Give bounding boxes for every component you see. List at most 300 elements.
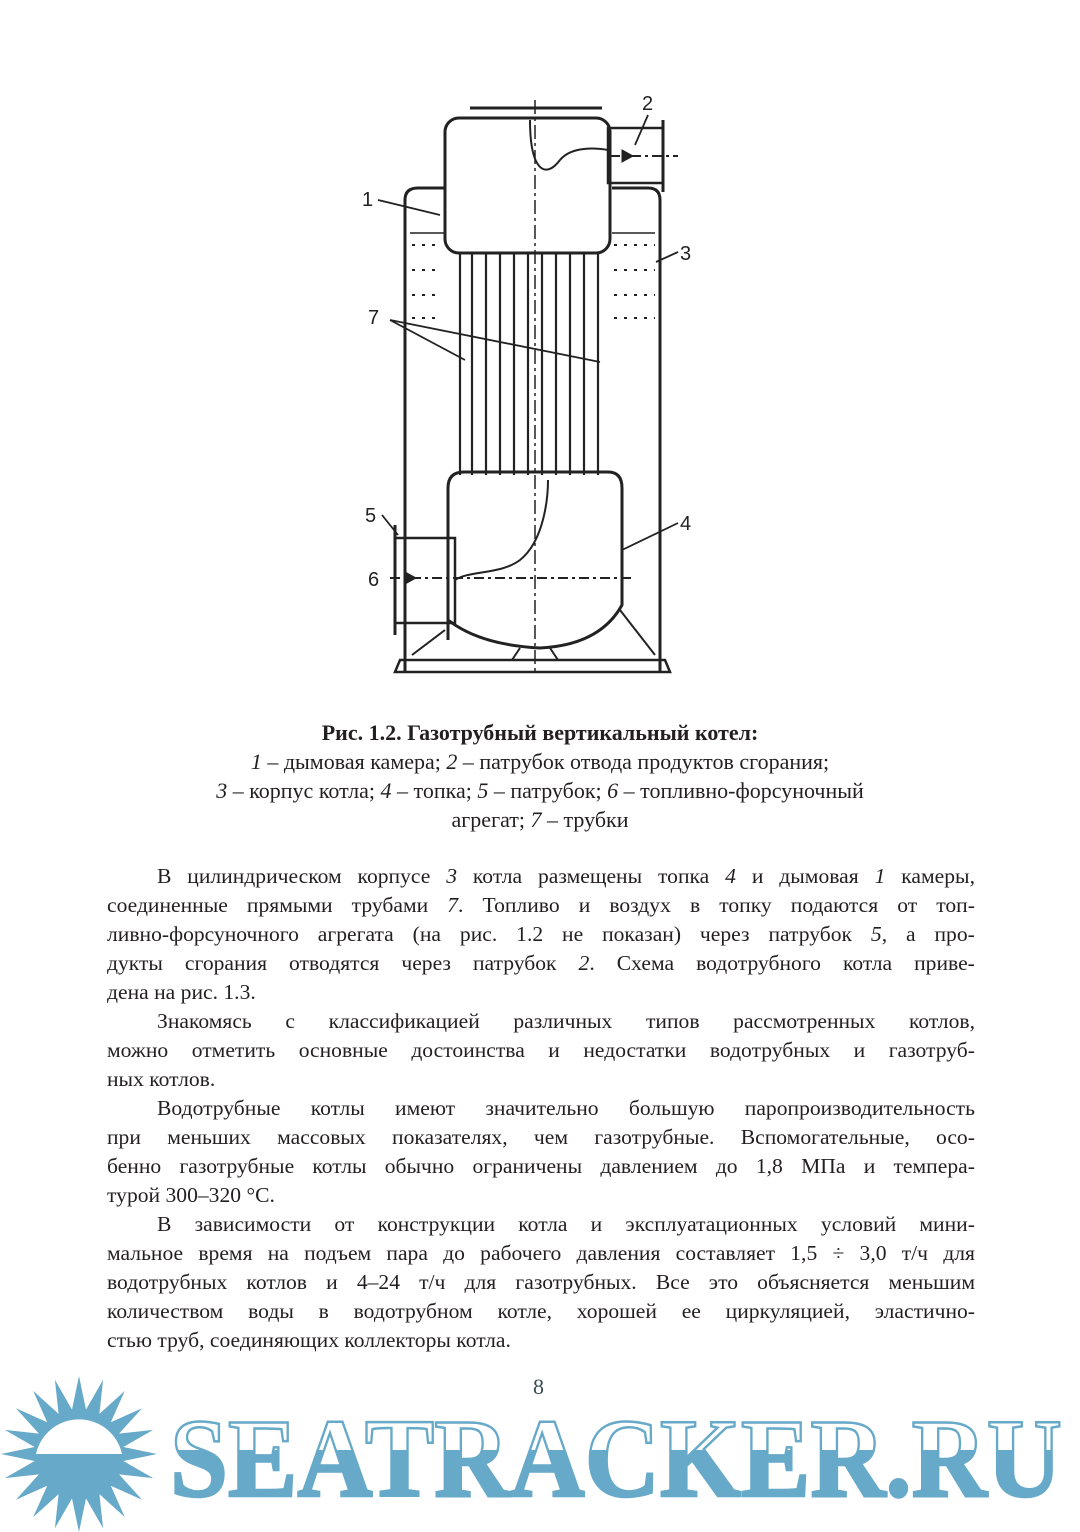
word-group: [801, 1152, 845, 1181]
word-group: [906, 920, 916, 949]
word-group: [329, 1007, 480, 1036]
paragraph-line: [107, 1239, 975, 1268]
word-group: [579, 949, 595, 978]
word: через: [401, 951, 451, 975]
word: топ-: [936, 893, 975, 917]
word: давления: [576, 1241, 661, 1265]
word-group: [682, 1297, 701, 1326]
word: (на: [412, 922, 442, 946]
word-group: [299, 1036, 388, 1065]
word-group: [936, 1123, 975, 1152]
word: а: [906, 922, 916, 946]
word: через: [699, 922, 750, 946]
word: пара: [386, 1241, 428, 1265]
word-group: [157, 1007, 252, 1036]
word: .: [589, 951, 595, 975]
word: рассмотренных: [733, 1009, 876, 1033]
text-run: агрегат;: [451, 807, 531, 832]
word-group: [247, 891, 333, 920]
word-group: [779, 862, 858, 891]
figure-ref-number: 5: [477, 778, 489, 803]
sun-icon: [1, 1376, 157, 1532]
text-run: – топливно-форсуночный: [618, 778, 864, 803]
word-group: [187, 862, 341, 891]
word-group: [690, 891, 700, 920]
word-group: [577, 1297, 657, 1326]
paragraph-line: [107, 1036, 975, 1065]
word-group: [936, 891, 975, 920]
word-group: [889, 1036, 975, 1065]
word: от: [897, 893, 918, 917]
paragraph-line: [107, 1123, 975, 1152]
word: размещены: [537, 864, 643, 888]
word: котла: [472, 864, 523, 888]
word-group: [378, 1210, 496, 1239]
word: темпера-: [893, 1154, 975, 1178]
paragraph-line: [107, 1326, 975, 1355]
word-group: [195, 1210, 312, 1239]
word: топку: [719, 893, 772, 917]
paragraph-line: [107, 1268, 975, 1297]
word: камеры,: [901, 864, 975, 888]
word: ее: [681, 1299, 701, 1323]
word: показателях,: [392, 1125, 508, 1149]
word: количеством: [107, 1299, 224, 1323]
word-group: [625, 1210, 797, 1239]
word: котле,: [497, 1299, 553, 1323]
word: про-: [934, 922, 975, 946]
word-group: [107, 1239, 183, 1268]
word: В: [157, 864, 172, 888]
word: 4–24: [356, 1270, 400, 1294]
word: водотрубного: [696, 951, 821, 975]
word-group: [790, 1239, 817, 1268]
word-group: [821, 1210, 896, 1239]
paragraph-line: [107, 1094, 975, 1123]
word: до: [715, 1154, 738, 1178]
word: до: [443, 1241, 465, 1265]
label-7: 7: [368, 307, 380, 329]
text-run: дена на рис. 1.3.: [107, 980, 256, 1004]
word: 4: [725, 864, 736, 888]
word-group: [318, 920, 394, 949]
word: т/ч: [419, 1270, 446, 1294]
word: недостатки: [583, 1038, 687, 1062]
word: газотрубные.: [594, 1125, 715, 1149]
word-group: [725, 862, 736, 891]
label-5: 5: [365, 505, 377, 527]
word: хорошей: [576, 1299, 657, 1323]
word-group: [871, 920, 887, 949]
body-text: [107, 862, 975, 1355]
word: объясняется: [757, 1270, 870, 1294]
word-group: [248, 1297, 294, 1326]
word: 3,0: [859, 1241, 887, 1265]
word-group: [277, 1123, 366, 1152]
label-4: 4: [680, 513, 692, 535]
word-group: [411, 1036, 524, 1065]
word-group: [594, 1123, 714, 1152]
text-run: ных котлов.: [107, 1067, 216, 1091]
word-group: [629, 1094, 715, 1123]
word-group: [473, 949, 557, 978]
word-group: [843, 949, 892, 978]
word-group: [192, 1036, 275, 1065]
word-group: [358, 862, 431, 891]
paragraph-line: [107, 949, 975, 978]
word: и: [590, 1212, 603, 1236]
word-group: [943, 1239, 975, 1268]
word: дымовая: [779, 864, 859, 888]
word: воздух: [609, 893, 671, 917]
word: ÷: [832, 1241, 845, 1265]
word: ливно-форсуночного: [107, 922, 299, 946]
word: водотрубных: [107, 1270, 228, 1294]
caption-line: [100, 747, 980, 776]
word: чем: [533, 1125, 569, 1149]
figure-ref-number: 2: [446, 749, 458, 774]
word: 2: [578, 951, 590, 975]
word-group: [107, 920, 299, 949]
word: отводятся: [289, 951, 380, 975]
word: сгорания: [184, 951, 268, 975]
word-group: [289, 949, 379, 978]
word: дукты: [107, 951, 163, 975]
word: большую: [628, 1096, 715, 1120]
word: Схема: [616, 951, 675, 975]
word-group: [497, 1297, 552, 1326]
word-group: [460, 920, 497, 949]
paragraph-line: [107, 978, 975, 1007]
word-group: [875, 1297, 975, 1326]
word-group: [914, 949, 975, 978]
word-group: [285, 1007, 295, 1036]
word: типов: [645, 1009, 700, 1033]
text-run: – патрубок;: [488, 778, 608, 803]
word-group: [107, 1268, 227, 1297]
word-group: [757, 1268, 869, 1297]
word: водотрубных: [709, 1038, 831, 1062]
word: показан): [602, 922, 682, 946]
word: значительно: [485, 1096, 599, 1120]
boiler-diagram: [355, 90, 695, 680]
word: эластично-: [874, 1299, 975, 1323]
word-group: [897, 891, 917, 920]
word: от: [334, 1212, 355, 1236]
caption-line: [100, 776, 980, 805]
word: ,: [881, 922, 888, 946]
paragraph-line: [107, 891, 975, 920]
word: ограничены: [472, 1154, 583, 1178]
word-group: [198, 1239, 252, 1268]
word-group: [676, 1239, 775, 1268]
word: цилиндрическом: [187, 864, 342, 888]
word: котлов,: [909, 1009, 975, 1033]
word: 1: [874, 864, 886, 888]
text-run: – корпус котла;: [227, 778, 381, 803]
word-group: [935, 920, 975, 949]
word-group: [447, 891, 463, 920]
word: в: [318, 1299, 329, 1323]
figure-caption-title: Рис. 1.2. Газотрубный вертикальный котел:: [321, 720, 759, 745]
word: приве-: [914, 951, 975, 975]
word: и: [863, 1154, 876, 1178]
word: газотрубные: [179, 1154, 295, 1178]
word-group: [741, 1123, 910, 1152]
word-group: [617, 949, 674, 978]
word-group: [386, 1239, 428, 1268]
word-group: [107, 1297, 223, 1326]
paragraph-line: [107, 1152, 975, 1181]
word: газотруб-: [888, 1038, 975, 1062]
word-group: [591, 1210, 603, 1239]
word-group: [919, 1210, 975, 1239]
word: для: [464, 1270, 497, 1294]
paragraph-line: [107, 920, 975, 949]
word: Все: [655, 1270, 690, 1294]
word-group: [392, 1123, 508, 1152]
word-group: [157, 862, 171, 891]
word: 1.2: [516, 922, 544, 946]
word: зависимости: [194, 1212, 312, 1236]
word: для: [943, 1241, 975, 1265]
word-group: [534, 1123, 568, 1152]
word: водотрубном: [353, 1299, 473, 1323]
word: и: [578, 893, 591, 917]
word-group: [579, 891, 591, 920]
word: 7: [447, 893, 459, 917]
word-group: [352, 891, 429, 920]
label-6: 6: [368, 569, 380, 591]
word: рис.: [459, 922, 498, 946]
word-group: [709, 1268, 738, 1297]
word: котлы: [310, 1096, 365, 1120]
word-group: [860, 1239, 887, 1268]
word: агрегата: [317, 922, 394, 946]
word: воды: [248, 1299, 294, 1323]
word-group: [185, 949, 267, 978]
word: составляет: [675, 1241, 776, 1265]
word: основные: [298, 1038, 388, 1062]
word: не: [562, 922, 584, 946]
figure-caption-legend: [100, 747, 980, 834]
word: массовых: [277, 1125, 366, 1149]
word-group: [107, 949, 163, 978]
word-group: [888, 1268, 975, 1297]
word-group: [902, 1239, 928, 1268]
word-group: [583, 1036, 686, 1065]
word-group: [600, 1152, 697, 1181]
word: эксплуатационных: [625, 1212, 798, 1236]
word: прямыми: [246, 893, 333, 917]
word: 5: [870, 922, 882, 946]
word-group: [157, 1210, 171, 1239]
paragraph-line: [107, 1210, 975, 1239]
word: меньшим: [888, 1270, 975, 1294]
word-group: [357, 1268, 400, 1297]
word: классификацией: [328, 1009, 480, 1033]
word-group: [246, 1268, 307, 1297]
word-group: [354, 1297, 473, 1326]
word: т/ч: [901, 1241, 929, 1265]
paragraph-line: [107, 862, 975, 891]
figure-ref-number: 7: [530, 807, 542, 832]
word-group: [548, 1036, 560, 1065]
word-group: [658, 862, 709, 891]
word-group: [719, 891, 772, 920]
word: мини-: [919, 1212, 975, 1236]
paragraph-line: [107, 1297, 975, 1326]
word: в: [689, 893, 701, 917]
word-group: [107, 1152, 161, 1181]
figure-ref-number: 1: [250, 749, 262, 774]
word: различных: [513, 1009, 613, 1033]
text-run: турой 300–320 °С.: [107, 1183, 275, 1207]
word: Вспомогательные,: [740, 1125, 910, 1149]
word-group: [419, 1268, 445, 1297]
word: котла: [518, 1212, 568, 1236]
text-run: – трубки: [541, 807, 629, 832]
word: имеют: [395, 1096, 456, 1120]
word-group: [538, 862, 642, 891]
text-run: – патрубок отвода продуктов сгорания;: [457, 749, 830, 774]
word: Водотрубные: [157, 1096, 281, 1120]
page-number: 8: [533, 1374, 544, 1399]
word-group: [700, 920, 750, 949]
word: меньших: [167, 1125, 251, 1149]
word-group: [304, 1239, 371, 1268]
word-group: [909, 1007, 975, 1036]
paragraph-line: [107, 1181, 975, 1210]
word-group: [413, 920, 441, 949]
word: МПа: [801, 1154, 846, 1178]
word: Топливо: [482, 893, 560, 917]
word-group: [791, 891, 878, 920]
word-group: [465, 1268, 497, 1297]
word-group: [562, 920, 583, 949]
word-group: [268, 1239, 289, 1268]
word-group: [483, 891, 560, 920]
word-group: [472, 1152, 582, 1181]
word-group: [401, 949, 451, 978]
figure-ref-number: 6: [607, 778, 619, 803]
word: на: [267, 1241, 289, 1265]
word: и: [751, 864, 764, 888]
word-group: [167, 1123, 251, 1152]
word-group: [326, 1268, 338, 1297]
word: отметить: [191, 1038, 276, 1062]
word: котлов: [246, 1270, 307, 1294]
word: .: [458, 893, 464, 917]
word-group: [334, 1210, 354, 1239]
word: осо-: [936, 1125, 975, 1149]
word-group: [854, 1036, 866, 1065]
word: котла: [842, 951, 893, 975]
word: подаются: [790, 893, 879, 917]
word-group: [485, 1094, 598, 1123]
label-3: 3: [680, 243, 692, 265]
word: Знакомясь: [157, 1009, 252, 1033]
word-group: [602, 920, 681, 949]
word-group: [157, 1094, 280, 1123]
word: паропроизводительность: [744, 1096, 975, 1120]
paragraph-line: [107, 1065, 975, 1094]
word-group: [716, 1152, 738, 1181]
word-group: [901, 862, 975, 891]
word-group: [832, 1239, 844, 1268]
figure-ref-number: 3: [216, 778, 228, 803]
figure-ref-number: 4: [380, 778, 392, 803]
text-run: стью труб, соединяющих коллекторы котла.: [107, 1328, 511, 1352]
word-group: [894, 1152, 975, 1181]
word: можно: [107, 1038, 169, 1062]
word-group: [385, 1152, 455, 1181]
word: топка: [658, 864, 710, 888]
word: патрубок: [472, 951, 557, 975]
word-group: [443, 1239, 465, 1268]
word-group: [513, 1007, 612, 1036]
word: условий: [820, 1212, 897, 1236]
word-group: [756, 1152, 783, 1181]
word: корпусе: [357, 864, 431, 888]
word: газотрубных.: [515, 1270, 637, 1294]
word-group: [395, 1094, 455, 1123]
word-group: [179, 1152, 294, 1181]
word-group: [726, 1297, 850, 1326]
caption-line: [100, 805, 980, 834]
word-group: [516, 920, 543, 949]
word-group: [311, 1094, 365, 1123]
word-group: [609, 891, 671, 920]
word: 1,5: [790, 1241, 818, 1265]
label-1: 1: [362, 189, 374, 211]
word: и: [326, 1270, 338, 1294]
word-group: [768, 920, 852, 949]
paragraph-line: [107, 1007, 975, 1036]
label-2: 2: [642, 93, 654, 115]
word-group: [696, 949, 821, 978]
word-group: [864, 1152, 876, 1181]
word-group: [446, 862, 457, 891]
word: подъем: [304, 1241, 372, 1265]
word-group: [745, 1094, 975, 1123]
word: давлением: [600, 1154, 698, 1178]
word: время: [198, 1241, 253, 1265]
word: 3: [446, 864, 458, 888]
word-group: [312, 1152, 366, 1181]
word-group: [710, 1036, 830, 1065]
word: трубами: [351, 893, 429, 917]
word: конструкции: [377, 1212, 496, 1236]
word: и: [548, 1038, 560, 1062]
word: бенно: [107, 1154, 162, 1178]
word: мальное: [107, 1241, 184, 1265]
word: патрубок: [768, 922, 853, 946]
word: котлы: [312, 1154, 367, 1178]
word-group: [473, 862, 522, 891]
word: рабочего: [480, 1241, 562, 1265]
word-group: [646, 1007, 700, 1036]
word-group: [107, 1123, 141, 1152]
word: обычно: [384, 1154, 455, 1178]
word: достоинства: [411, 1038, 525, 1062]
word-group: [107, 891, 228, 920]
word: с: [285, 1009, 295, 1033]
watermark-text: SEATRACKER.RU: [170, 1397, 1062, 1521]
word: В: [157, 1212, 172, 1236]
word: 1,8: [755, 1154, 783, 1178]
word: соединенные: [107, 893, 228, 917]
